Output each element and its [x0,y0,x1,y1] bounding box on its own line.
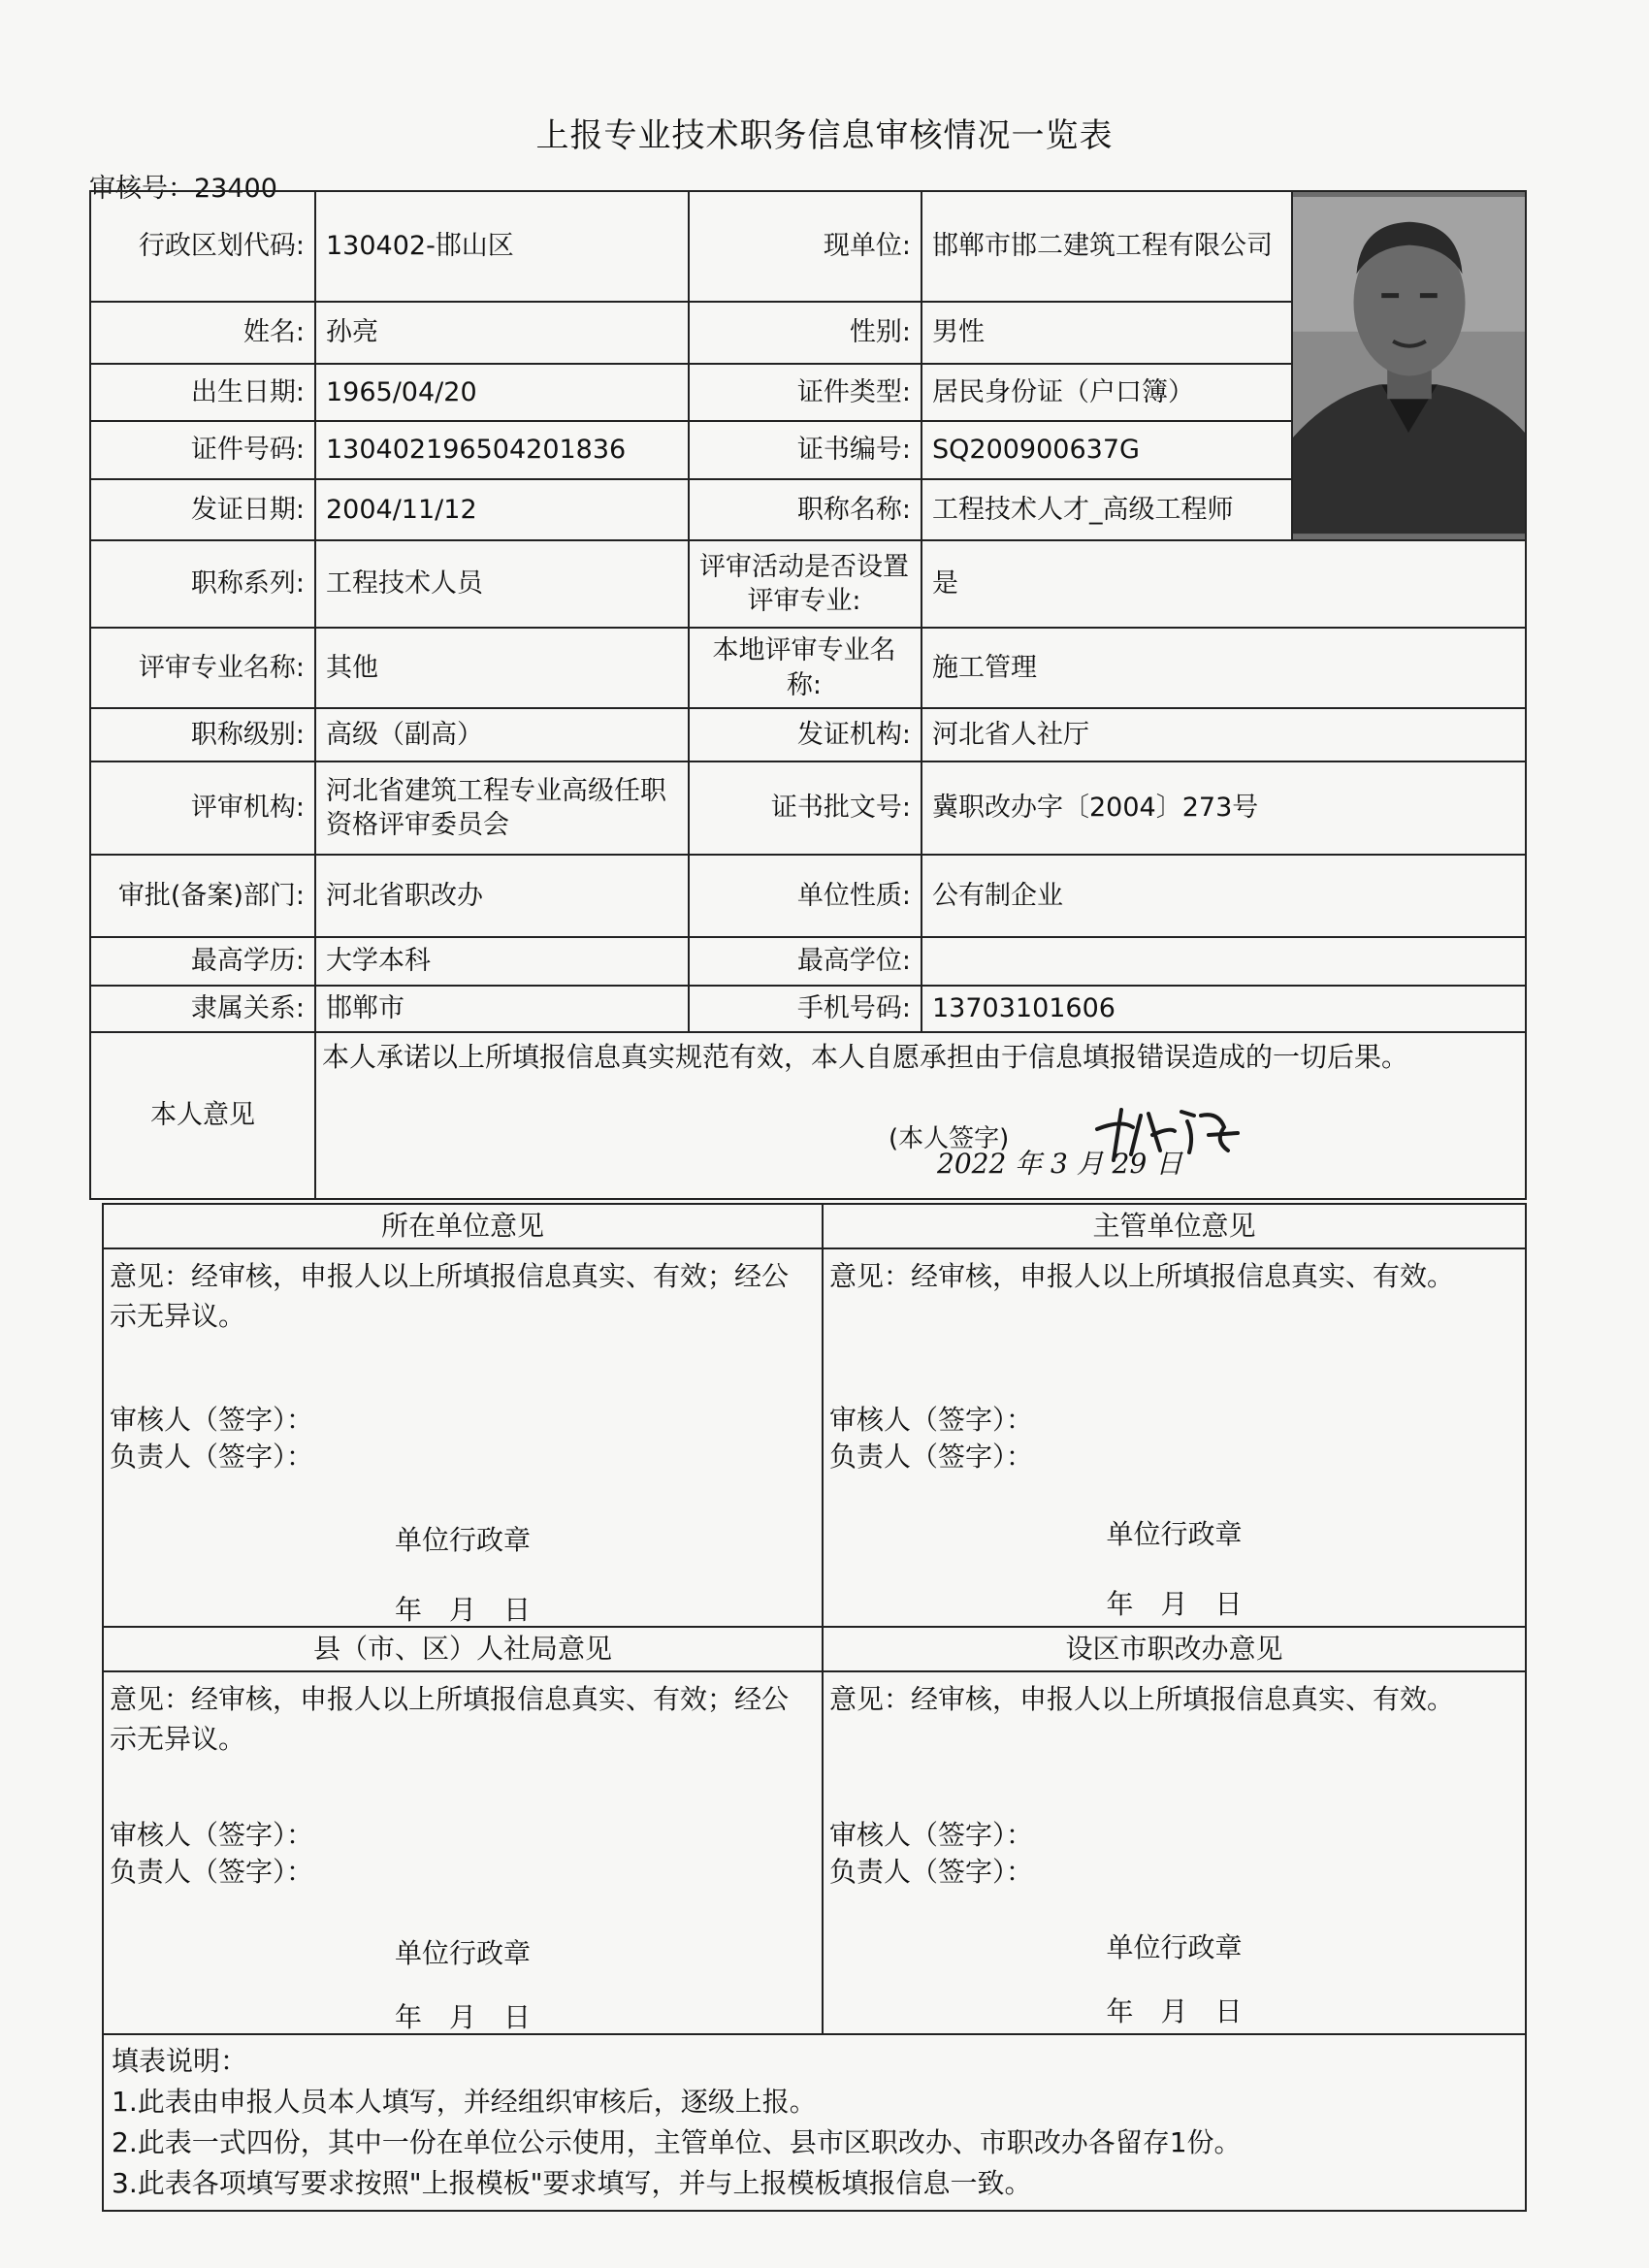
filling-notes [103,2034,1526,2211]
value-title-series: 工程技术人员 [315,540,689,628]
label-review-major-set: 评审活动是否设置评审专业: [689,540,922,628]
value-affiliation: 邯郸市 [315,986,689,1032]
value-mobile: 13703101606 [922,986,1526,1032]
label-local-review-major: 本地评审专业名称: [689,628,922,708]
label-review-major: 评审专业名称: [90,628,315,708]
self-opinion-cell [315,1032,1526,1199]
label-title-name: 职称名称: [689,479,922,540]
value-local-review-major: 施工管理 [922,628,1526,708]
notes-item: 3.此表各项填写要求按照"上报模板"要求填写，并与上报模板填报信息一致。 [112,2167,1032,2199]
opinion-head-county: 县（市、区）人社局意见 [103,1627,823,1671]
label-cert-number: 证书编号: [689,421,922,479]
self-sign-date: 2022 年 3 月 29 日 [937,1148,1183,1180]
unit-seal: 单位行政章 [394,1937,531,1969]
label-birth-date: 出生日期: [90,364,315,421]
opinion-text: 意见：经审核，申报人以上所填报信息真实、有效；经公示无异议。 [110,1683,790,1755]
label-gender: 性别: [689,302,922,364]
self-opinion-text: 本人承诺以上所填报信息真实规范有效，本人自愿承担由于信息填报错误造成的一切后果。 [322,1041,1409,1073]
opinion-date: 年 月 日 [394,1594,532,1626]
unit-seal: 单位行政章 [1106,1518,1243,1550]
info-table [89,190,1527,1200]
value-id-number: 130402196504201836 [315,421,689,479]
opinion-head-supervisor: 主管单位意见 [823,1204,1526,1248]
value-title-name: 工程技术人才_高级工程师 [922,479,1292,540]
label-issuing-authority: 发证机构: [689,708,922,761]
label-title-level: 职称级别: [90,708,315,761]
label-title-series: 职称系列: [90,540,315,628]
value-issuing-authority: 河北省人社厅 [922,708,1526,761]
value-title-level: 高级（副高） [315,708,689,761]
value-review-major: 其他 [315,628,689,708]
opinion-text: 意见：经审核，申报人以上所填报信息真实、有效。 [829,1260,1455,1292]
value-name: 孙亮 [315,302,689,364]
value-review-body: 河北省建筑工程专业高级任职资格评审委员会 [315,761,689,855]
value-gender: 男性 [922,302,1292,364]
notes-title: 填表说明： [112,2045,248,2077]
opinion-city [823,1671,1526,2034]
reviewer-sign: 审核人（签字）： [110,1404,314,1436]
value-cert-number: SQ200900637G [922,421,1292,479]
label-review-body: 评审机构: [90,761,315,855]
value-education: 大学本科 [315,937,689,986]
opinion-head-city: 设区市职改办意见 [823,1627,1526,1671]
opinion-text: 意见：经审核，申报人以上所填报信息真实、有效。 [829,1683,1455,1715]
opinion-text: 意见：经审核，申报人以上所填报信息真实、有效；经公示无异议。 [110,1260,790,1332]
value-id-type: 居民身份证（户口簿） [922,364,1292,421]
value-birth-date: 1965/04/20 [315,364,689,421]
label-mobile: 手机号码: [689,986,922,1032]
reviewer-sign: 审核人（签字）： [110,1819,314,1851]
label-approval-dept: 审批(备案)部门: [90,855,315,937]
leader-sign: 负责人（签字）： [110,1441,314,1473]
reviewer-sign: 审核人（签字）： [829,1819,1034,1851]
label-education: 最高学历: [90,937,315,986]
label-id-number: 证件号码: [90,421,315,479]
audit-number: 审核号：23400 [89,174,277,204]
value-region-code: 130402-邯山区 [315,191,689,302]
form-title: 上报专业技术职务信息审核情况一览表 [535,116,1114,155]
value-review-major-set: 是 [922,540,1526,628]
value-degree [922,937,1526,986]
label-degree: 最高学位: [689,937,922,986]
value-approval-doc: 冀职改办字〔2004〕273号 [922,761,1526,855]
handwritten-signature-icon [316,1034,1509,1197]
opinion-head-unit: 所在单位意见 [103,1204,823,1248]
leader-sign: 负责人（签字）： [829,1441,1034,1473]
leader-sign: 负责人（签字）： [110,1856,314,1888]
value-unit-nature: 公有制企业 [922,855,1526,937]
label-unit-nature: 单位性质: [689,855,922,937]
label-affiliation: 隶属关系: [90,986,315,1032]
notes-item: 1.此表由申报人员本人填写，并经组织审核后，逐级上报。 [112,2086,817,2118]
label-approval-doc: 证书批文号: [689,761,922,855]
value-approval-dept: 河北省职改办 [315,855,689,937]
label-self-opinion: 本人意见 [90,1032,315,1199]
leader-sign: 负责人（签字）： [829,1856,1034,1888]
opinion-county [103,1671,823,2034]
label-id-type: 证件类型: [689,364,922,421]
self-sign-label: (本人签字) [889,1124,1010,1153]
unit-seal: 单位行政章 [394,1524,531,1556]
opinion-date: 年 月 日 [1106,1995,1243,2027]
value-current-unit: 邯郸市邯二建筑工程有限公司 [922,191,1292,302]
label-current-unit: 现单位: [689,191,922,302]
label-region-code: 行政区划代码: [90,191,315,302]
person-photo-icon [1293,197,1525,534]
unit-seal: 单位行政章 [1106,1931,1243,1963]
label-name: 姓名: [90,302,315,364]
applicant-photo [1292,191,1526,540]
notes-item: 2.此表一式四份，其中一份在单位公示使用，主管单位、县市区职改办、市职改办各留存1份。 [112,2126,1242,2158]
label-issue-date: 发证日期: [90,479,315,540]
opinion-date: 年 月 日 [1106,1588,1243,1620]
reviewer-sign: 审核人（签字）： [829,1404,1034,1436]
opinion-date: 年 月 日 [394,2001,532,2033]
opinions-table [102,1203,1527,2212]
opinion-unit [103,1248,823,1627]
opinion-supervisor [823,1248,1526,1627]
value-issue-date: 2004/11/12 [315,479,689,540]
